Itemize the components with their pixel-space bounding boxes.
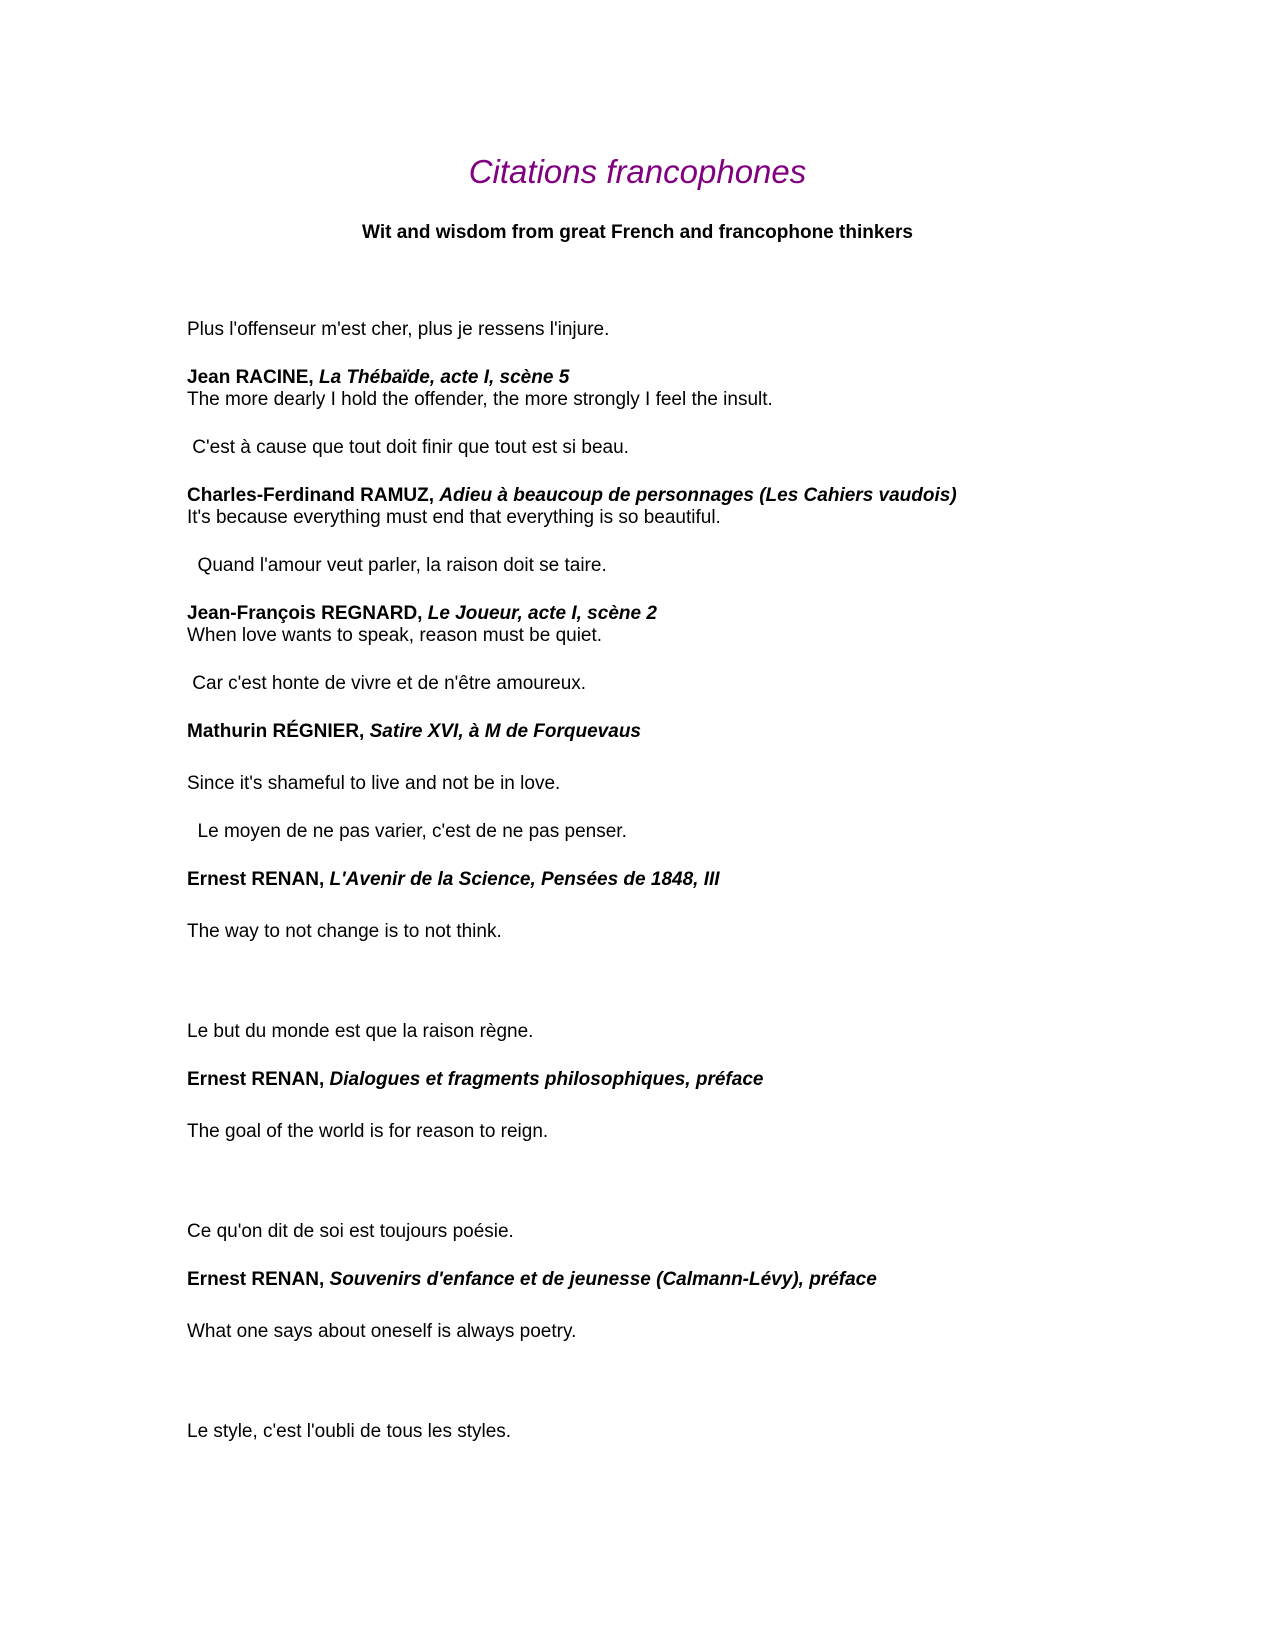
quote-attribution [187,366,569,390]
quote-author: Ernest RENAN, [187,869,330,890]
quote-attribution [187,720,641,744]
quote-french: Car c'est honte de vivre et de n'être amoureux. [187,673,587,694]
quote-english: The way to not change is to not think. [187,921,502,942]
quote-french: Quand l'amour veut parler, la raison doit se taire. [187,555,607,576]
quote-english: When love wants to speak, reason must be quiet. [187,625,603,646]
quote-author: Ernest RENAN, [187,1269,330,1290]
quote-attribution [187,602,657,626]
quote-author: Mathurin RÉGNIER, [187,721,370,742]
quote-french: Le moyen de ne pas varier, c'est de ne pas penser. [187,821,627,842]
quote-english: What one says about oneself is always poetry. [187,1321,577,1342]
quote-work: Satire XVI, à M de Forquevaus [369,721,641,742]
quote-work: Le Joueur, acte I, scène 2 [427,603,657,624]
quote-work: Souvenirs d'enfance et de jeunesse (Calmann-Lévy), préface [329,1269,877,1290]
page-subtitle: Wit and wisdom from great French and francophone thinkers [362,222,913,243]
quote-english: Since it's shameful to live and not be in love. [187,773,561,794]
quote-attribution [187,868,720,892]
quote-work: Adieu à beaucoup de personnages (Les Cahiers vaudois) [439,485,957,506]
page-title: Citations francophones [468,153,807,190]
quote-english: The goal of the world is for reason to reign. [187,1121,549,1142]
quote-attribution [187,1068,763,1092]
quote-work: L'Avenir de la Science, Pensées de 1848, III [329,869,720,890]
quote-french: Ce qu'on dit de soi est toujours poésie. [187,1221,514,1242]
quote-author: Jean RACINE, [187,367,319,388]
quote-french: C'est à cause que tout doit finir que tout est si beau. [187,437,629,458]
quote-work: Dialogues et fragments philosophiques, préface [329,1069,764,1090]
quote-english: The more dearly I hold the offender, the more strongly I feel the insult. [187,389,773,410]
quote-english: It's because everything must end that everything is so beautiful. [187,507,721,528]
quote-attribution [187,1268,877,1292]
quote-french: Plus l'offenseur m'est cher, plus je ressens l'injure. [187,319,610,340]
quote-french: Le style, c'est l'oubli de tous les styles. [187,1421,512,1442]
quote-author: Ernest RENAN, [187,1069,330,1090]
quote-attribution [187,484,957,508]
quote-french: Le but du monde est que la raison règne. [187,1021,534,1042]
quote-author: Charles-Ferdinand RAMUZ, [187,485,440,506]
quote-work: La Thébaïde, acte I, scène 5 [318,367,570,388]
quote-author: Jean-François REGNARD, [187,603,428,624]
